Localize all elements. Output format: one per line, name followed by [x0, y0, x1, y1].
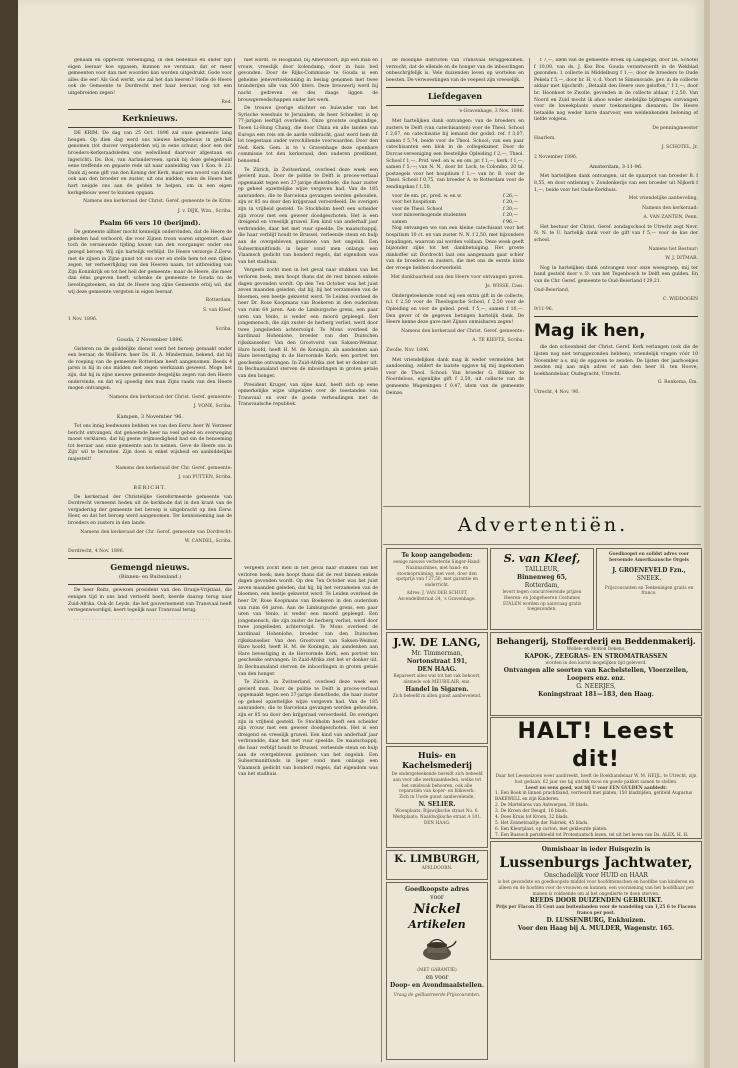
gouda-signature-line: Namens den kerkeraad der Christ. Geref. gemeente:	[109, 394, 232, 400]
liefdegaven-signature: A. TE KIEFTE, Scriba.	[472, 338, 524, 344]
kampen-heading: Kampen, 3 November '96.	[116, 413, 184, 420]
column-4	[534, 58, 698, 438]
psalm-article: De gemeente allhier mocht kennelijk ondervinden, dat de Heere de gebeden had verhoord, die voor Zijnen troon waren uitgestort, daar toch de vernieuwde tijding kwam van den voorganger onder ons gezegd beroep. Wij zijn hartelijk verblijd. De Heere verzorge Z.Eerw. met de zijnen in Zijne gunst tot ons over en stelle hem tot een rijken zegen, ter verheerlijking van den Heeren naam, tot uitbreiding van Zijn Koninkrijk en tot het heil der gemeente; maar de Heere, die meer dan ééns gegeven heeft, schenke de gemeente te Gouda nu de lievelingsteeken, en dat de Heere nog zijne Gemeente erbij wil, dat wij deze gemeente vergeten in eigen leeraar.	[68, 230, 232, 295]
ad-smederij-werkplaats: Werkplaats: Naaldwijksche straat A 101. DEN HAAG.	[392, 814, 482, 826]
news-paragraph: Vergeefs zocht men in het geval naar stukken van het verloren boek; men hoopt thans dat de rest binnen enkele dagen gevonden wordt. Op den 7en October was het juist zeven maanden geleden, dat hij, bij het verzamelen van de bloemen, een beetje gekwetst werd. Te Leiden overleed de heer Dr. Rose Koopmans van Boekeren in den ouderdom van ruim 64 jaren. Aan de Limburgsche grens, een paar uren van Venlo, is weder een moord gepleegd. Een jongemensch, die zijn zuster de herberg verliet, werd door twee jongelieden achtervolgd. Te Mons overleed de kardinaal Hohenlohe, broeder van den Duitschen rijkskanselier. Van den Grootvorst van Saksen-Weimar, Hare hoofd, heeft H. M. de Koningin, als aandenken aan Hare bevestiging in de Hervormde Kerk, een portret ten geschenke ontvangen. In Zuid-Afrika ziet het er donker uit. In Bechuanaland sterven de inboorlingen in groten getale van den honger.	[238, 268, 378, 379]
transvaal-paragraph: de moeilijke districten van Transvaal teruggekomen, verzocht, dat de ellende en de honger van de inboorlingen onbeschrijfelijk is. Vele duizenden leven op wortelen en beesten. De verwoestingen van de veepest zijn vreeselijk.	[386, 58, 524, 83]
kampen-signature: J. van PUTTEN, Scriba.	[178, 475, 232, 481]
psalm-place: Rotterdam,	[205, 298, 232, 304]
ad-halt-intro: Daar het Leesseizoen weer aanbreekt, heeft de Boekhandelaar W. M. HEIJL, te Utrecht, zijn lust gedaan, 62 jaar zes bij uitstek mooi en goede pakket samen te stellen.	[495, 774, 697, 785]
section-divider	[386, 105, 524, 106]
ad-halt-list-item: 1. Een Boek in linnen prachtband, verrieurd met platen, 150 bladzijden, getiteld Augustus BAKEWELL en zijn Kinderen.	[495, 791, 693, 803]
utrecht-paragraph: Het bestuur der Christ. Geref. zondagschool te Utrecht zegt Nevr. N. N. te U. hartelijk dank voor de gift van f 5,— voor de kas der school.	[534, 224, 698, 244]
kampen-article: Tot ons innig leedwezen hebben we van den Eerw. heer W. Vermeer bericht ontvangen, dat genoemde heer na veel gebed en overweging moest verklaren, dat hij geene vrijmoedigheid had om de benoeming tot leeraar aan onze gemeente aan te nemen. Geve de Heere ons in Zijn' wil te berusten. Zijn doen is enkel wijsheid en aanbiddelijke majesteit!	[68, 423, 232, 462]
ad-behangerij-addr: Koningstraat 181—183, den Haag.	[538, 690, 654, 698]
ad-behangerij	[490, 632, 702, 716]
amsterdam-heading: Amsterdam, 3-11-96.	[589, 164, 643, 171]
mag-ik-date: Utrecht, 4 Nov. '96.	[534, 389, 580, 395]
ad-orgels	[596, 548, 702, 630]
section-divider	[68, 558, 232, 559]
gifts-place: Haarlem,	[534, 135, 556, 141]
ad-halt-list-item: 6. Een Kleurplaat, op carton, met gekleurde platen.	[495, 826, 608, 832]
ad-limburgh	[386, 850, 488, 880]
ad-halt-list-item: 7. Een Bussoch perishteeld tot Protestantsch lezen, tel uit het leven van Ds. ALEX. H. H.	[495, 832, 689, 838]
ad-halt-list-item: 5. Het Zonnetraaltje der Fabriek, 45 blads.	[495, 820, 589, 826]
ad-nickel-word3: Artikelen	[408, 918, 466, 931]
ad-orgels-city: SNEEK.	[636, 574, 662, 582]
news-paragraph: Te Zürich, in Zwitserland, overleed deze week een gevierd man. Door de politie te Delft is proces-verbaal opgemaakt tegen een 27-jarige dienstbode, die haar zuster op geheel opzettelijke wijze vergeven had. Van de 185 aanranders, die te Barcelona gevangen werden gehouden, zijn er 85 nu door den krijgsraad veroordeeld. De overigen zijn in vrijheid gesteld. Te Stockholm heeft een scheider zijn vrouw met een geweer doodgeschoten. Het is een dreigend en vreeslijk gruwel. Een kind van anderhalf jaar verbrandde, daar het met vuur speelde. De maatschappij, die haar verblijf houdt te Brussel, verleende steun en hulp aan de overgebleven gezinnen van het ongeluk. Een Subsermunitfonds in Ieper vond men onlangs een Vlaamsch gedicht van honderd regels, dat eigendom was van het stadhuis.	[238, 680, 378, 778]
ad-nickel-word5: Doop- en Avondmaalstellen.	[390, 981, 484, 989]
gouda-signature: J. VONK, Scriba.	[193, 404, 232, 410]
kerknieuws-heading: Kerknieuws.	[122, 113, 178, 124]
ad-behangerij-body2: Ontvangen alle soorten van Kachelstellen, Vloerzeilen, Loopers enz. enz.	[503, 666, 689, 682]
ad-behangerij-sub: Wollen- en Molton Dekens,	[566, 647, 626, 652]
ad-smederij-name: N. SELIER.	[418, 800, 456, 808]
bericht-date: Dordrecht, 4 Nov. 1896.	[68, 548, 125, 554]
ad-smederij-head: Huis- en Kachelsmederij	[402, 750, 472, 770]
ad-de-lang-name: J.W. DE LANG,	[393, 636, 481, 649]
liefdegaven-place: Zwolle, Nov. 1896.	[386, 347, 430, 353]
ad-singer-head: Te koop aangeboden:	[401, 552, 473, 559]
utrecht-signature-line: Namens het Bestuur:	[648, 246, 698, 252]
section-divider	[68, 109, 232, 110]
ad-de-lang-street: Nortonstraat 191,	[406, 658, 468, 665]
ad-halt-list-item: 4. Does Kruis tot Kroon, 32 blads.	[495, 815, 569, 821]
ad-van-kleef-street: Binnenweg 65,	[517, 574, 567, 581]
oudbeierland-signature: C. WIDDOGEN	[663, 297, 698, 303]
bericht-article: De kerkeraad der Christelijke Gereformeerde gemeente van Dordrecht verneemt heden uit de kerkbode dat in den krant van de vergadering der gemeente het beroep is uitgebracht op den Eerw. Heer, en dat het beroep werd aangenomen. Ter kennisneming aan de broeders en zusters in den lande.	[68, 494, 232, 527]
liefdegaven-paragraph: Nog ontvangen we van een kleine catechisant voor het hospitium 10 ct. en van zuster N. N. f 2,50, met bijzondere bepalingen, waarvan zal worden voldaan. Deze week geeft bijzonder zijke tot het dankbetuiging. Het groote dankoffer uit Dordrecht laat ons aangenaam gaar schier van de broeders en zusters, die met ons de eerste kiste der vroege hebben doorwerkeld.	[386, 226, 524, 272]
ad-de-lang-foot: Zich beleefd in allen gunst aanbevelend.	[392, 693, 482, 699]
ad-nickel-foot: Vraag de geïllustreerde Prijscouranten.	[393, 992, 481, 998]
ad-orgels-foot: Prijscouranten en Teekeningen gratis en franco.	[604, 585, 694, 597]
ad-van-kleef-body: levert tegen concurreerende prijzen Heeren- en Jongeheeren Costumes	[502, 590, 582, 601]
ad-behangerij-name: G. NEERJES,	[576, 682, 616, 690]
liefdegaven-item-value: f 20,—	[502, 200, 518, 206]
ad-lussenburg-foot2: Prijs per Flacon 35 Cent aan buitenlanden voor de wandeling van 1,25 6 te Flacons franco per post.	[495, 905, 697, 917]
gemengd-article: De heer Reitz, gewezen president van den Oranje-Vrijstaat, die eenigen tijd in ons land vertoefd heeft, keerde daarop terug naar Zuid-Afrika. Ook dr. Leyds, die het gouvernement van Transvaal heeft vertegenwoordigd, keert tegelijk naar Transvaal terug.	[68, 588, 232, 614]
column-1	[68, 58, 232, 1058]
column-rule	[234, 58, 235, 1062]
gifts-signature: J. SCHOTEL, Jr.	[661, 145, 698, 151]
ad-behangerij-body: worden in den kortst mogelijken tijd geleverd.	[545, 660, 647, 666]
ad-nickel	[386, 882, 488, 1060]
ad-lussenburg-title: Lussenburgs Jachtwater,	[499, 855, 693, 871]
liefdegaven-signature-line: Met dankbaarheid aan den Heere voor ontvangen gaven.	[390, 274, 524, 280]
krim-article: DE KRIM. De dag van 25 Oct. 1896 zal onze gemeente lang heugen. Op dien dag werd ons nieuwe kerkgebouw in gebruik genomen (tot dusver vergaderden wij in eene schuur, door een der broeders-kerkeraadsleden ons welwillend daarvoor afgestaan en ingericht). Ds. Bos, van Aarlanderveen, sprak bij deze gelegenheid eene treffende en gepaste rede uit naar aanleiding van 1 Kon. 8: 22. Dank zij eene gift van den Koning der Kerk, maar een woord van dank ook aan den broeder en zuster, uit ons midden, wien de Heere het hart neigde ons aan de gelden te helpen, om in een eigen kerkgebouw weer te kunnen opgaan.	[68, 131, 232, 196]
gemengd-subheading: (Binnen- en Buitenland.)	[118, 574, 182, 581]
liefdegaven-item-label: voor de em. pr., pred. w. en w.	[392, 193, 462, 199]
ad-halt-offer: Leest nu eens goed, wat bij U voor EEN GULDEN aanbiedt:	[525, 785, 667, 791]
gemengd-heading: Gemengd nieuws.	[110, 562, 190, 573]
ad-halt-list-item: 3. De Kroon der Deugd, 16 blads.	[495, 809, 568, 815]
kampen-signature-line: Namens den kerkeraad der Chr. Geref. gemeente:	[115, 465, 232, 471]
section-divider	[68, 127, 232, 128]
liefdegaven-item-value: f 96,—	[502, 219, 518, 225]
ad-de-lang	[386, 632, 488, 744]
liefdegaven-item-value: f 30,—	[502, 206, 518, 212]
ad-smederij-body: De ondergeteekende bereidt zich bebeeld aan voor alle werkzaamheden, welke tot het smidsvak behooren, ook alle reparatiën van koper- en blikwerk.	[391, 772, 483, 795]
ad-nickel-head: Goedkoopste adres	[405, 886, 469, 893]
kettle-illustration	[415, 935, 459, 961]
oudbeierland-paragraph: Nog in hartelijken dank ontvangen voor onze weesgroep, mij ter hand gesteld door v. D. van het Tegenbosch te Delft een gulden. En van de Chr. Geref. gemeente te Oud-Beierland f 29,21.	[534, 265, 698, 285]
next-page-edge	[704, 0, 738, 1068]
mag-ik-paragraph: die den schoonheid der Christ. Geref. Kerk verlangen (ook die de lijsten nog niet teruggezonden hebben), vriendelijk vragen vóór 10 November a.s. mij de opgaven te zenden. De lijsten der jaarboekjes zenden mij aan mijn adres of aan den heer H. ten Hoove, boekhandelaar, Oudegracht, Utrecht.	[534, 345, 698, 377]
ad-nickel-garantie: (MET GARANTIE)	[417, 968, 457, 973]
ad-lussenburg-sub: Onschadelijk voor HUID en HAAR	[544, 872, 648, 879]
ad-halt-list-item: 2. De Martelares van Antwerpen, 30 blads.	[495, 803, 589, 809]
news-paragraph: De trouwe ijverige stichter en huisvader van het Syrische weeshuis te Jeruzalem, de heer Schneller, is op 77-jarigen leeftijd overleden. Onze grootste oogkundige, Tsoen Li-Hung Chang, die door China en alle landen van Europa een reis om de aarde volbracht, gaat werd hem dit lot toegestaan onder verschillende voorwaarden. Door den Ned. Kerk. Gem. is te 's Gravenhage deze openbare commissie tot den kerkeraad, den ouderen predikant, benoemd.	[238, 106, 378, 164]
mag-ik-signature: G. Renkema, Em.	[657, 380, 698, 386]
oudbeierland-place: Oud-Beierland,	[534, 287, 570, 293]
intro-paragraph: genaam en opprecht vereeniging, in den bedehuis en onder zijn eigen leeraar koe oppasen, kunnen we verstaan, dat er meer gemeenten voor dan met woorden kan worden uitgedrukt. Gode voor alles die eer! Als God werkt, wie zal het dan keeren? Stelle de Heere ook de Gemeente te Dordrecht met haar leeraar, nog tot een uitgebreiden zegen!	[68, 58, 232, 96]
psalm-heading: Psalm 66 vers 10 (berijmd).	[99, 219, 201, 228]
section-divider	[386, 87, 524, 88]
liefdegaven-paragraph: Met vriendelijken dank mag ik weder vermelden het aandoening, zeldert de laatste opgave bij mij ingekomen voor de Theol. School: Van broeder G. Blikker te Noordeloos, eigenlijke gift f 2,50, uit collecte van de gemeente Wageningen f 0,47, idem van de gemeente Deinze.	[386, 357, 524, 396]
liefdegaven-item-label: voor minvermogende studenten	[392, 213, 467, 219]
bericht-signature-line: Namens den kerkeraad der Chr. Geref. gemeente van Dordrecht:	[80, 529, 232, 535]
gifts-signature-line: De penningmeester	[652, 125, 698, 131]
advertentien-heading: Advertentiën.	[457, 514, 629, 536]
ad-singer-address: Adres: J. VAN DER SCHUIT, Ascendelltstraat 24, 's Gravenhage.	[398, 590, 476, 602]
liefdegaven-list-item	[386, 200, 524, 207]
news-paragraph: Vergeefs zocht men in het geval naar stukken van het verloren boek; men hoopt thans dat de rest binnen enkele dagen gevonden wordt. Op den 7en October was het juist zeven maanden geleden, dat hij, bij het verzamelen van de bloemen, een beetje gekwetst werd. Te Leiden overleed de heer Dr. Rose Koopmans van Boekeren in den ouderdom van ruim 64 jaren. Aan de Limburgsche grens, een paar uren van Venlo, is weder een moord gepleegd. Een jongemensch, die zijn zuster de herberg verliet, werd door twee jongelieden achtervolgd. Te Mons overleed de kardinaal Hohenlohe, broeder van den Duitschen rijkskanselier. Van den Grootvorst van Saksen-Weimar, Hare hoofd, heeft H. M. de Koningin, als aandenken aan Hare bevestiging in de Hervormde Kerk, een portret ten geschenke ontvangen. In Zuid-Afrika ziet het er donker uit. In Bechuanaland sterven de inboorlingen in groten getale van den honger.	[238, 566, 378, 677]
liefdegaven-paragraph: Met hartelijken dank ontvangen: van de broeders en zusters te Delft (van catechisanten) voor de Theol. School f 2,67, en catechisatie bij iemand der godsd. ref. f 3,07, samen f 5,74, beide voor de Theol. School; van een paar catechisanten een klok in de collegekamer. Door de Dorcas-vereeniging een feestelijke Opleiding f 2,—, Theol. School f 1,—, Prof. wed. en w. en om. pr. f 1,—, kerk. f 1,—, samen f 5,—; van N. N., door br. Lock, te Colombo, 20 bl. postzegels voor het hospitium f 1,— van br. B. voor de Theol. School f 0,75, van broeder A. te Rotterdam voor de zendingskas f 1,50.	[386, 118, 524, 190]
utrecht-signature: W. J. DITMAR.	[665, 256, 698, 262]
section-divider	[68, 584, 232, 585]
book-binding	[0, 0, 18, 1068]
news-paragraph: President Kruger, van zijne kant, heeft zich op eene opmerkelijke wijze uitgelaten over de toestanden van Transvaal en over de goede verhoudingen met de Transvaalsche republiek.	[238, 382, 378, 408]
ad-lussenburg-top: Onmisbaar in ieder Huisgezin is	[541, 846, 651, 853]
gouda-article: Gisteren na de goddelijke dienst werd het beroep gemaakt onder een leeraar, de WelEerw. heer Ds. H. A. Minderman, bekend, dat hij de roeping van de gemeente Rotterdam heeft aangenomen. Reeds 4 jaren is hij in ons midden met zegen werkzaam geweest. Moge het zijn, dat hij in zijne nieuwe gemeente desgelijks zegen van den Heere ondervinde, en dat wij spoedig den man Zijns raads van den Heere mogen ontvangen.	[68, 346, 232, 392]
liefdegaven-paragraph: Ondergeteekende vond wij een extra gift in de collecte, n.l. f 2,50 voor de Theologische School, f 2,50 voor de Opleiding en voor de gebed. pred. f 5,—, samen f 10,—. Den gever of de gegeven betuigen hartelijk dank. De Heere kenne deze gave met Zijnen onmisbaren zegen!	[386, 293, 524, 326]
ad-lussenburg-foot1: REEDS DOOR DUIZENDEN GEBRUIKT.	[529, 897, 663, 905]
amsterdam-signature: A. VAN ZANTEN, Penn.	[643, 215, 698, 221]
ad-singer-body: eenige nieuwe verbeterde Singer-Hand-Naaimachines, met hand- en stoomopruiming, met voet, door den spotprijs van f 27,50, met garantie en onderricht.	[393, 560, 481, 589]
liefdegaven-item-label: voor het hospitium	[392, 200, 436, 206]
liefdegaven-signature-line: Namens den kerkeraad der Christ. Geref. gemeente:	[401, 328, 524, 334]
ad-smederij-woonplaats: Woonplaats: Rijswijksche straat No. 6.	[395, 808, 479, 814]
ad-de-lang-trade: Mr. Timmerman,	[411, 650, 463, 657]
liefdegaven-item-label: samen	[392, 219, 408, 225]
news-paragraph: Te Zürich, in Zwitserland, overleed deze week een gevierd man. Door de politie te Delft is proces-verbaal opgemaakt tegen een 27-jarige dienstbode, die haar zuster op geheel opzettelijke wijze vergeven had. Van de 185 aanranders, die te Barcelona gevangen werden gehouden, zijn er 85 nu door den krijgsraad veroordeeld. De overigen zijn in vrijheid gesteld. Te Stockholm heeft een scheider zijn vrouw met een geweer doodgeschoten. Het is een dreigend en vreeslijk gruwel. Een kind van anderhalf jaar verbrandde, daar het met vuur speelde. De maatschappij, die haar verblijf houdt te Brussel, verleende steun en hulp aan de overgebleven gezinnen van het ongeluk. Een Subsermunitfonds in Ieper vond men onlangs een Vlaamsch gedicht van honderd regels, dat eigendom was van het stadhuis.	[238, 167, 378, 265]
bericht-signature: W. CANDEL, Scriba.	[184, 539, 232, 545]
column-rule	[529, 58, 530, 508]
ad-behangerij-big: KAPOK-, ZEEGRAS- EN STROMATRASSEN	[524, 652, 668, 660]
ad-nickel-word4: en voor	[425, 973, 449, 981]
ad-nickel-word1: voor	[430, 894, 444, 901]
oudbeierland-date: 9/11-96.	[534, 306, 554, 312]
amsterdam-signature-line: Namens den kerkeraad:	[641, 205, 698, 211]
ad-lussenburg	[490, 841, 702, 960]
gifts-paragraph: f 7,—, idem van de gemeente Broek op Langedijk, door Ds. Schotel f 10,00, van ds. J. Kos Bos. Gouda verantwoordt in de Wekblad gezonden: 1 collecte in Middelburg f 1,—, door de broeders te Oude Pekela f 5,—, door br. H. v. d. Voort te Simonsvade, gev. in de collecte aldaar met bijschrift: ,,Betaald den Heere uwe geloften,'' f 1,—, door br. Hoonkoot te Zwolle, gevonden in de collecte aldaar, f 2,50. Van Noord en Zuid mocht ik ahoo weder stedelijke bijdragen ontvangen voor de kweekplaats onzer toekomstigen dienaren. De Heere betaalde nog weder harte daarvoor, een weldenkenden beloning of liefde volgens.	[534, 58, 698, 123]
column-2-lower	[238, 566, 378, 1058]
ad-smederij	[386, 746, 488, 848]
psalm-signature: S. van Kleef,	[203, 307, 232, 313]
gemengd-continued: . . . . . . . . . . . . . . . . . . . . . . . . . . . . . . . . . . . . . . . . . . . . . . .	[74, 616, 210, 622]
gifts-date: 2 November 1896.	[534, 154, 578, 160]
ad-orgels-top: Goedkoopst en solidst adres voor beroemde Amerikaansche Orgels	[609, 552, 689, 563]
amsterdam-paragraph: Met hartelijken dank ontvangen, uit de spaarpot van broeder B. f 8,55, en door ontlening v. Zondenkerijs van een broeder uit Nijkerk f 1,—, beide voor het Oude-Kerkhuis.	[534, 174, 698, 193]
ad-lussenburg-addr: Voor den Haag bij A. MULDER, Wagenstr. 165.	[517, 924, 675, 932]
liefdegaven-list-item	[386, 213, 524, 220]
column-2	[238, 58, 378, 563]
psalm-date: 1 Nov. 1896.	[68, 317, 98, 323]
section-divider	[534, 316, 698, 317]
amsterdam-signature-line: Met vriendelijke aanbeveling,	[628, 196, 698, 202]
ad-de-lang-city: DEN HAAG.	[417, 666, 457, 673]
ad-de-lang-handel: Handel in Sigaren.	[405, 685, 469, 693]
liefdegaven-signature: Js. WISSE, Cass.	[485, 284, 524, 290]
ad-limburgh-name: K. LIMBURGH,	[394, 854, 480, 865]
liefdegaven-date: 's-Gravenhage, 3 Nov. 1896.	[458, 109, 524, 115]
ad-nickel-word2: Nickel	[413, 902, 461, 917]
ad-behangerij-head: Behangerij, Stoffeerderij en Beddenmakerij.	[496, 636, 696, 646]
liefdegaven-heading: Liefdegaven	[427, 91, 483, 102]
ad-limburgh-city: APELDOORN.	[421, 866, 453, 871]
ad-orgels-name: J. GROENEVELD Fzn.,	[612, 566, 686, 574]
ad-halt-title: HALT! Leest dit!	[517, 719, 675, 772]
ad-van-kleef-extra: STALEN worden op aanvraag gratis toegezonden.	[502, 601, 582, 613]
ad-halt-list	[491, 791, 701, 839]
liefdegaven-item-label: voor de Theol. School	[392, 206, 443, 212]
ad-de-lang-body: Repareert alles wat tot het vak behoort, alsmede ook MEUBILAIR, enz.	[393, 674, 481, 685]
mag-ik-heading: Mag ik hen,	[534, 321, 646, 342]
ad-lussenburg-body: is het gezondste en goedkoopste middel voor hoofdmenschen en hoofdbe van kinderen en alleen en de hoofden voor de vrouwen en kunnen, een voorziening van het hoofdhaar per manen is voldoende om al het ongedierte te doen sterven.	[497, 880, 695, 897]
ad-lussenburg-name: D. LUSSENBURG, Enkhuizen.	[546, 916, 646, 924]
bericht-heading: BERICHT.	[133, 484, 167, 491]
ad-van-kleef-city: Rotterdam,	[524, 582, 560, 589]
column-rule	[381, 58, 382, 1062]
gouda-heading: Gouda, 2 November 1896.	[116, 336, 184, 343]
intro-signature: Red.	[221, 99, 232, 105]
liefdegaven-item-value: f 26,—	[502, 193, 518, 199]
ad-halt	[490, 717, 702, 839]
ad-van-kleef-trade: TAILLEUR,	[524, 566, 560, 573]
news-paragraph: niet wordt. Te Hoogland, bij Amersfoort, zijn een man en vrouw, vreeslijk door kolendamp, door in huis bed gevonden. Door de Rijks-Commissie te Gouda is een geheime jenevertoekenning in beslag genomen met twee branderijen alle van 500 liters. Deze brouwerij werd bij nacht gedreven en des daags liggen de brouwgereedschappen onder het werk.	[238, 58, 378, 103]
ad-van-kleef-name: S. van Kleef,	[503, 552, 581, 565]
liefdegaven-list	[386, 194, 524, 227]
psalm-scriba: Scriba.	[215, 327, 232, 332]
ad-van-kleef	[490, 548, 594, 630]
krim-signature-line: Namens den kerkeraad der Christ. Geref. gemeente te de Krim:	[83, 199, 232, 205]
liefdegaven-item-value: f 20,—	[502, 213, 518, 219]
krim-signature: J. v. DIJK, Wzn., Scriba.	[177, 208, 232, 214]
column-3	[386, 58, 524, 563]
ad-smederij-foot: Zich in Uwde gunst aanbevelende,	[399, 795, 475, 801]
ad-singer	[386, 548, 488, 630]
